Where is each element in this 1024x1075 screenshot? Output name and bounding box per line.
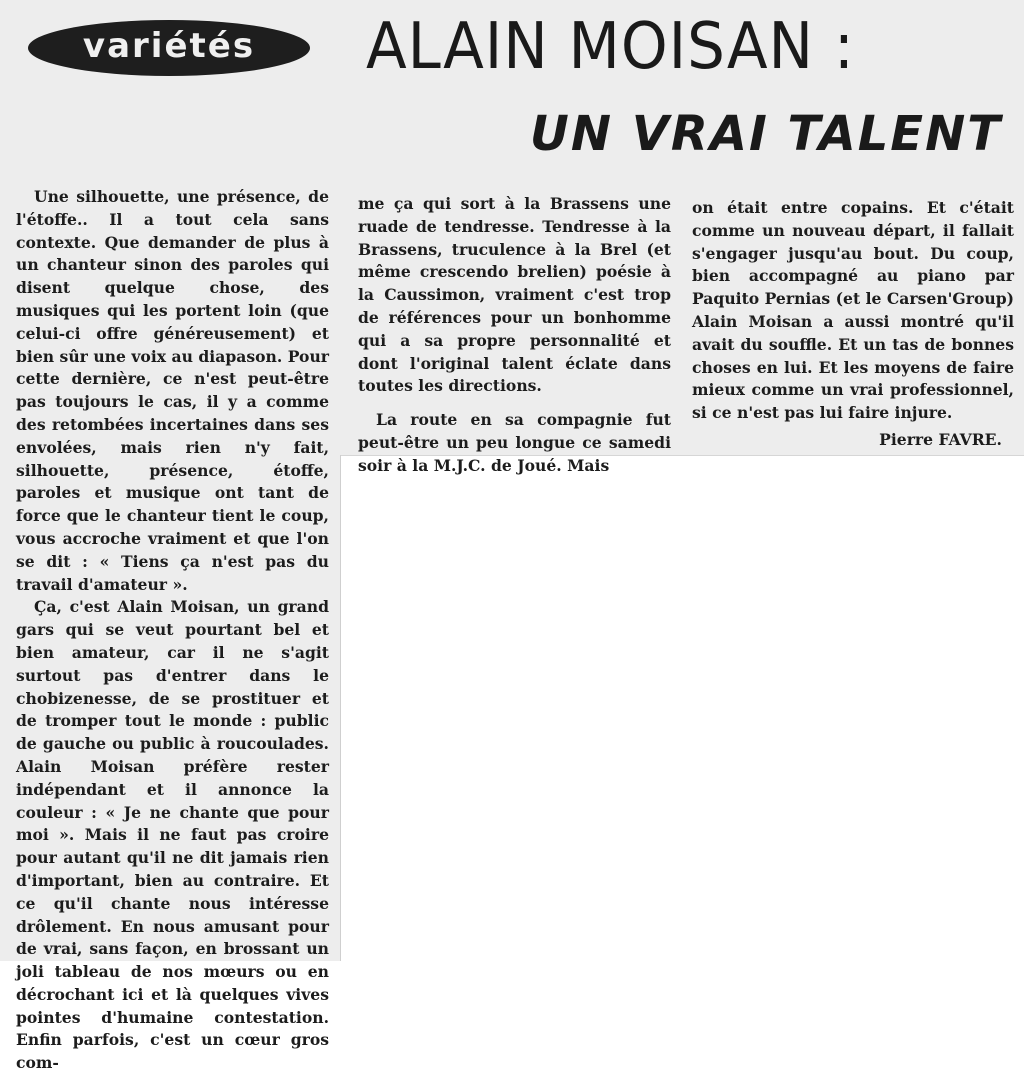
paragraph: La route en sa compagnie fut peut-être un peu longue ce samedi soir à la M.J.C. de Joué. Mais — [358, 410, 671, 475]
author-signature: Pierre FAVRE. — [879, 429, 1002, 449]
article-column-1 — [16, 186, 329, 1075]
article-subheadline: UN VRAI TALENT — [529, 106, 1002, 162]
article-column-2 — [358, 193, 671, 478]
article-headline: ALAIN MOISAN : — [366, 10, 855, 84]
section-label: variétés — [82, 26, 256, 66]
paragraph: Une silhouette, une présence, de l'étoffe.. Il a tout cela sans contexte. Que demander de plus à un chanteur sinon des paroles qui disent quelque chose, des musiques qui les portent loin (que celui-ci offre généreusement) et bien sûr une voix au diapason. Pour cette dernière, ce n'est peut-être pas toujours le cas, il y a comme des retombées incertaines dans ses envolées, mais rien n'y fait, silhouette, présence, étoffe, paroles et musique ont tant de force que le chanteur tient le coup, vous accroche vraiment et que l'on se dit : « Tiens ça n'est pas du travail d'amateur ». — [16, 187, 329, 594]
paragraph: me ça qui sort à la Brassens une ruade de tendresse. Tendresse à la Brassens, truculence à la Brel (et même crescendo brelien) poésie à la Caussimon, vraiment c'est trop de références pour un bonhomme qui a sa propre personnalité et dont l'original talent éclate dans toutes les directions. — [358, 194, 671, 396]
paragraph: on était entre copains. Et c'était comme un nouveau départ, il fallait s'engager jusqu'au bout. Du coup, bien accompagné au piano par Paquito Pernias (et le Carsen'Group) Alain Moisan a aussi montré qu'il avait du souffle. Et un tas de bonnes choses en lui. Et les moyens de faire mieux comme un vrai professionnel, si ce n'est pas lui faire injure. — [692, 198, 1014, 423]
clipping-edge — [340, 455, 341, 961]
paragraph: Ça, c'est Alain Moisan, un grand gars qui se veut pourtant bel et bien amateur, car il ne s'agit surtout pas d'entrer dans le chobizenesse, de se prostituer et de tromper tout le monde : public de gauche ou public à roucoulades. Alain Moisan préfère rester indépendant et il annonce la couleur : « Je ne chante que pour moi ». Mais il ne faut pas croire pour autant qu'il ne dit jamais rien d'important, bien au contraire. Et ce qu'il chante nous intéresse drôlement. En nous amusant pour de vrai, sans façon, en brossant un joli tableau de nos mœurs ou en décrochant ici et là quelques vives pointes d'humaine contestation. Enfin parfois, c'est un cœur gros com- — [16, 597, 329, 1073]
section-badge — [28, 20, 310, 76]
article-column-3 — [692, 197, 1014, 452]
